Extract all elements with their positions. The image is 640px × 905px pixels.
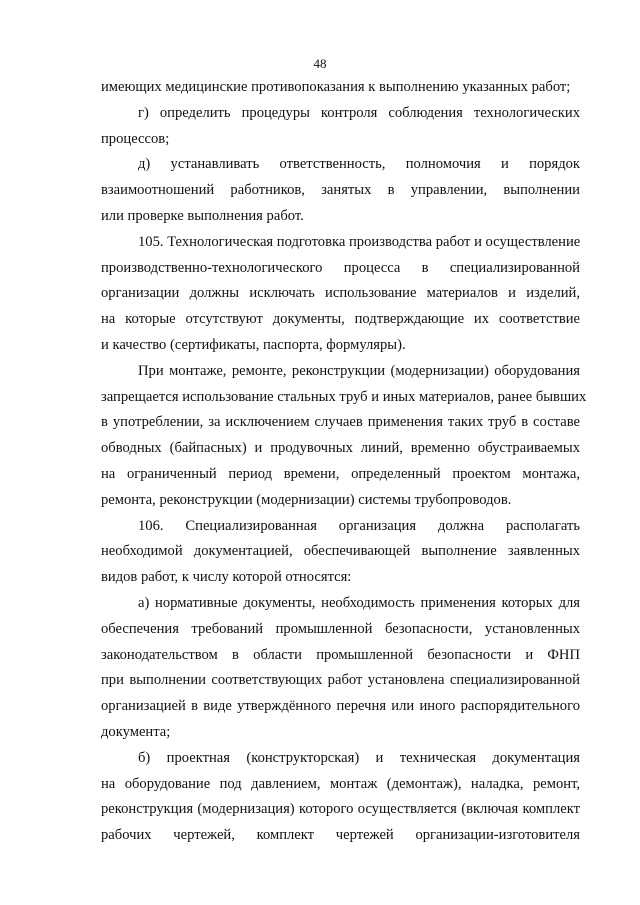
text-line: рабочих чертежей, комплект чертежей организации-изготовителя (101, 827, 580, 844)
paragraph-p7 (101, 746, 580, 849)
text-line: или проверке выполнения работ. (101, 207, 304, 224)
text-line: б) проектная (конструкторская) и техническая документация (138, 749, 580, 766)
paragraph-p1 (101, 101, 580, 153)
text-line: а) нормативные документы, необходимость применения которых для (138, 594, 580, 611)
text-line: запрещается использование стальных труб и иных материалов, ранее бывших (101, 388, 587, 405)
text-line: необходимой документацией, обеспечивающей выполнение заявленных (101, 543, 580, 560)
text-line: и качество (сертификаты, паспорта, формуляры). (101, 336, 406, 353)
paragraph-p5 (101, 514, 580, 591)
text-line: обводных (байпасных) и продувочных линий, временно обустраиваемых (101, 440, 580, 457)
text-line: видов работ, к числу которой относятся: (101, 569, 352, 586)
text-line: обеспечения требований промышленной безопасности, установленных (101, 620, 580, 637)
text-line: на оборудование под давлением, монтаж (демонтаж), наладка, ремонт, (101, 775, 580, 792)
text-line: реконструкция (модернизация) которого осуществляется (включая комплект (101, 801, 580, 818)
text-line: при выполнении соответствующих работ установлена специализированной (101, 672, 580, 689)
text-line: организации должны исключать использование материалов и изделий, (101, 285, 580, 302)
text-line: на которые отсутствуют документы, подтверждающие их соответствие (101, 311, 580, 328)
text-line: документа; (101, 723, 171, 740)
text-line: г) определить процедуры контроля соблюдения технологических (138, 104, 580, 121)
text-line: процессов; (101, 130, 170, 147)
page-number: 48 (313, 56, 327, 71)
text-line: на ограниченный период времени, определенный проектом монтажа, (101, 465, 580, 482)
text-line: организацией в виде утверждённого перечня или иного распорядительного (101, 698, 580, 715)
paragraph-p2 (101, 152, 580, 229)
text-line: имеющих медицинские противопоказания к выполнению указанных работ; (101, 79, 571, 95)
paragraph-p4 (101, 359, 587, 514)
text-line: в употреблении, за исключением случаев применения таких труб в составе (101, 414, 580, 431)
document-body (101, 75, 587, 849)
text-line: 106. Специализированная организация должна располагать (138, 517, 580, 534)
text-line: производственно-технологического процесса в специализированной (101, 259, 580, 276)
paragraph-p0 (101, 75, 580, 101)
text-line: ремонта, реконструкции (модернизации) системы трубопроводов. (101, 491, 512, 508)
paragraph-p6 (101, 591, 580, 746)
text-line: д) устанавливать ответственность, полномочия и порядок (138, 156, 580, 173)
text-line: взаимоотношений работников, занятых в управлении, выполнении (101, 182, 580, 199)
text-line: 105. Технологическая подготовка производства работ и осуществление (138, 233, 581, 250)
text-line: законодательством в области промышленной безопасности и ФНП (101, 646, 580, 663)
paragraph-p3 (101, 230, 580, 359)
text-line: При монтаже, ремонте, реконструкции (модернизации) оборудования (138, 362, 580, 379)
